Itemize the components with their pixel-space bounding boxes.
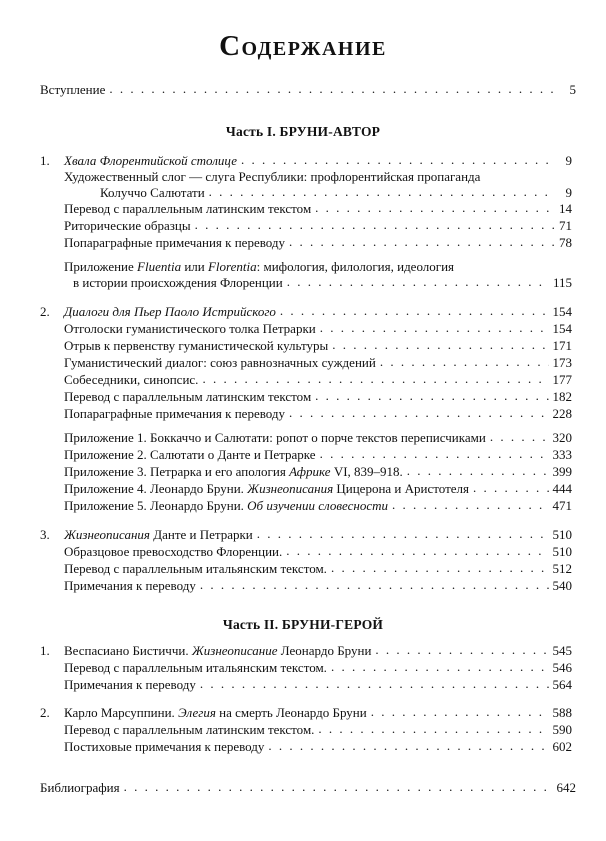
toc-entry-title: Карло Марсуппини. Элегия на смерть Леонардо Бруни <box>64 705 367 720</box>
leader-dots <box>241 152 554 168</box>
toc-page-number: 546 <box>552 660 572 675</box>
toc-entry-title: Веспасиано Бистиччи. Жизнеописание Леонардо Бруни <box>64 643 372 658</box>
toc-entry[interactable] <box>64 739 572 755</box>
leader-dots <box>318 721 548 737</box>
toc-entry[interactable] <box>64 722 572 738</box>
leader-dots <box>109 81 558 97</box>
toc-entry-appendix[interactable] <box>64 430 572 446</box>
leader-dots <box>202 371 548 387</box>
toc-page-number: 78 <box>559 235 572 250</box>
toc-page-number: 512 <box>552 561 572 576</box>
toc-entry-part2-1[interactable] <box>40 643 572 659</box>
toc-page-number: 320 <box>552 430 572 445</box>
toc-page-number: 154 <box>552 304 572 319</box>
toc-page-number: 115 <box>552 275 572 290</box>
toc-page-number: 71 <box>559 218 572 233</box>
toc-entry-title: Попараграфные примечания к переводу <box>64 235 286 250</box>
toc-entry-title: Перевод с параллельным латинским текстом. <box>64 722 315 737</box>
toc-entry-title: Отголоски гуманистического толка Петрарки <box>64 321 316 336</box>
toc-page-number: 545 <box>552 643 572 658</box>
toc-entry-bibliography[interactable] <box>40 780 576 796</box>
toc-page-number: 642 <box>556 780 576 795</box>
part-heading-2: Часть II. БРУНИ-ГЕРОЙ <box>222 617 384 632</box>
leader-dots <box>124 779 553 795</box>
toc-entry[interactable] <box>64 218 572 234</box>
leader-dots <box>289 234 554 250</box>
leader-dots <box>209 184 554 200</box>
toc-page-number: 5 <box>569 82 576 97</box>
toc-entry-section-1[interactable] <box>40 153 572 169</box>
toc-entry-appendix[interactable] <box>64 481 572 497</box>
section-number: 2. <box>40 304 50 319</box>
toc-entry[interactable] <box>64 372 572 388</box>
part-heading-1: Часть I. БРУНИ-АВТОР <box>225 124 381 139</box>
toc-page-number: 602 <box>552 739 572 754</box>
section-number: 2. <box>40 705 50 720</box>
toc-entry-title: Примечания к переводу <box>64 578 196 593</box>
section-number: 3. <box>40 527 50 542</box>
toc-entry-title: Перевод с параллельным латинским текстом <box>64 201 312 216</box>
toc-page-number: 182 <box>552 389 572 404</box>
leader-dots <box>320 320 549 336</box>
toc-entry-intro[interactable] <box>40 82 576 98</box>
toc-entry[interactable] <box>64 406 572 422</box>
toc-entry-title: Приложение 2. Салютати о Данте и Петрарке <box>64 447 316 462</box>
toc-page-number: 444 <box>552 481 572 496</box>
toc-entry-title: Библиография <box>40 780 120 795</box>
toc-entry-title: Перевод с параллельным латинским текстом <box>64 389 312 404</box>
leader-dots <box>200 676 549 692</box>
toc-page-number: 9 <box>565 153 572 168</box>
toc-page-number: 540 <box>552 578 572 593</box>
toc-page-number: 14 <box>559 201 572 216</box>
toc-appendix-title-line1: Приложение Fluentia или Florentia: мифология, филология, идеология <box>64 259 455 274</box>
leader-dots <box>320 446 549 462</box>
leader-dots <box>392 497 549 513</box>
toc-entry-title: Жизнеописания Данте и Петрарки <box>64 527 253 542</box>
toc-entry[interactable] <box>64 389 572 405</box>
toc-entry-title: Диалоги для Пьер Паоло Истрийского <box>64 304 276 319</box>
toc-entry[interactable] <box>64 561 572 577</box>
leader-dots <box>200 577 549 593</box>
toc-entry-title: Приложение 1. Боккаччо и Салютати: ропот о порче текстов переписчиками <box>64 430 486 445</box>
leader-dots <box>371 704 549 720</box>
toc-entry[interactable] <box>64 321 572 337</box>
toc-page-number: 471 <box>552 498 572 513</box>
toc-entry-title: Постиховые примечания к переводу <box>64 739 265 754</box>
toc-entry[interactable] <box>64 677 572 693</box>
page-title: Содержание <box>219 30 387 62</box>
leader-dots <box>257 526 549 542</box>
toc-entry-title: Риторические образцы <box>64 218 191 233</box>
leader-dots <box>375 642 548 658</box>
toc-entry-section-3[interactable] <box>40 527 572 543</box>
leader-dots <box>380 354 549 370</box>
toc-entry-title: Образцовое превосходство Флоренции. <box>64 544 283 559</box>
leader-dots <box>315 200 554 216</box>
section-number: 1. <box>40 643 50 658</box>
leader-dots <box>280 303 549 319</box>
leader-dots <box>473 480 548 496</box>
toc-entry[interactable] <box>64 544 572 560</box>
toc-page-number: 171 <box>552 338 572 353</box>
toc-entry[interactable] <box>64 235 572 251</box>
toc-entry-title: Хвала Флорентийской столице <box>64 153 237 168</box>
toc-entry-title-line2: в истории происхождения Флоренции <box>73 275 283 290</box>
toc-entry-title: Отрыв к первенству гуманистической культуры <box>64 338 329 353</box>
toc-entry-appendix[interactable] <box>64 498 572 514</box>
toc-page-number: 510 <box>552 544 572 559</box>
toc-page-number: 173 <box>552 355 572 370</box>
toc-entry-part2-2[interactable] <box>40 705 572 721</box>
leader-dots <box>287 274 549 290</box>
toc-entry-title: Гуманистический диалог: союз равнозначных суждений <box>64 355 376 370</box>
toc-entry-appendix[interactable] <box>64 464 572 480</box>
leader-dots <box>331 659 549 675</box>
toc-page-number: 590 <box>552 722 572 737</box>
toc-entry[interactable] <box>64 338 572 354</box>
toc-entry-title-line1: Художественный слог — слуга Республики: профлорентийская пропаганда <box>64 169 481 184</box>
toc-entry[interactable] <box>64 660 572 676</box>
leader-dots <box>315 388 548 404</box>
toc-entry-title: Собеседники, синопсис. <box>64 372 199 387</box>
toc-entry[interactable] <box>64 355 572 371</box>
toc-page-number: 177 <box>552 372 572 387</box>
toc-page-number: 510 <box>552 527 572 542</box>
leader-dots <box>286 543 548 559</box>
toc-entry-title: Приложение 3. Петрарка и его апология Африке VI, 839–918. <box>64 464 403 479</box>
toc-entry-appendix[interactable] <box>64 447 572 463</box>
leader-dots <box>268 738 548 754</box>
toc-entry-title: Перевод с параллельным итальянским текстом. <box>64 561 327 576</box>
toc-page-number: 333 <box>552 447 572 462</box>
toc-entry-section-1-sub[interactable] <box>100 185 572 201</box>
toc-entry-title: Попараграфные примечания к переводу <box>64 406 286 421</box>
leader-dots <box>332 337 548 353</box>
toc-entry-title: Приложение 5. Леонардо Бруни. Об изучении словесности <box>64 498 388 513</box>
toc-entry-title: Примечания к переводу <box>64 677 196 692</box>
toc-page-number: 154 <box>552 321 572 336</box>
toc-entry-title-line2: Колуччо Салютати <box>100 185 205 200</box>
toc-entry-title: Приложение 4. Леонардо Бруни. Жизнеописания Цицерона и Аристотеля <box>64 481 470 496</box>
leader-dots <box>331 560 549 576</box>
leader-dots <box>490 429 549 445</box>
toc-entry-appendix[interactable] <box>73 275 572 291</box>
leader-dots <box>289 405 548 421</box>
toc-page-number: 9 <box>565 185 572 200</box>
toc-entry[interactable] <box>64 201 572 217</box>
toc-entry-title: Вступление <box>40 82 106 97</box>
toc-entry[interactable] <box>64 578 572 594</box>
toc-entry-title: Перевод с параллельным итальянским текстом. <box>64 660 327 675</box>
toc-page-number: 399 <box>552 464 572 479</box>
section-number: 1. <box>40 153 50 168</box>
toc-page-number: 588 <box>552 705 572 720</box>
toc-page-number: 228 <box>552 406 572 421</box>
toc-page-number: 564 <box>552 677 572 692</box>
toc-entry-section-2[interactable] <box>40 304 572 320</box>
leader-dots <box>407 463 549 479</box>
leader-dots <box>195 217 554 233</box>
